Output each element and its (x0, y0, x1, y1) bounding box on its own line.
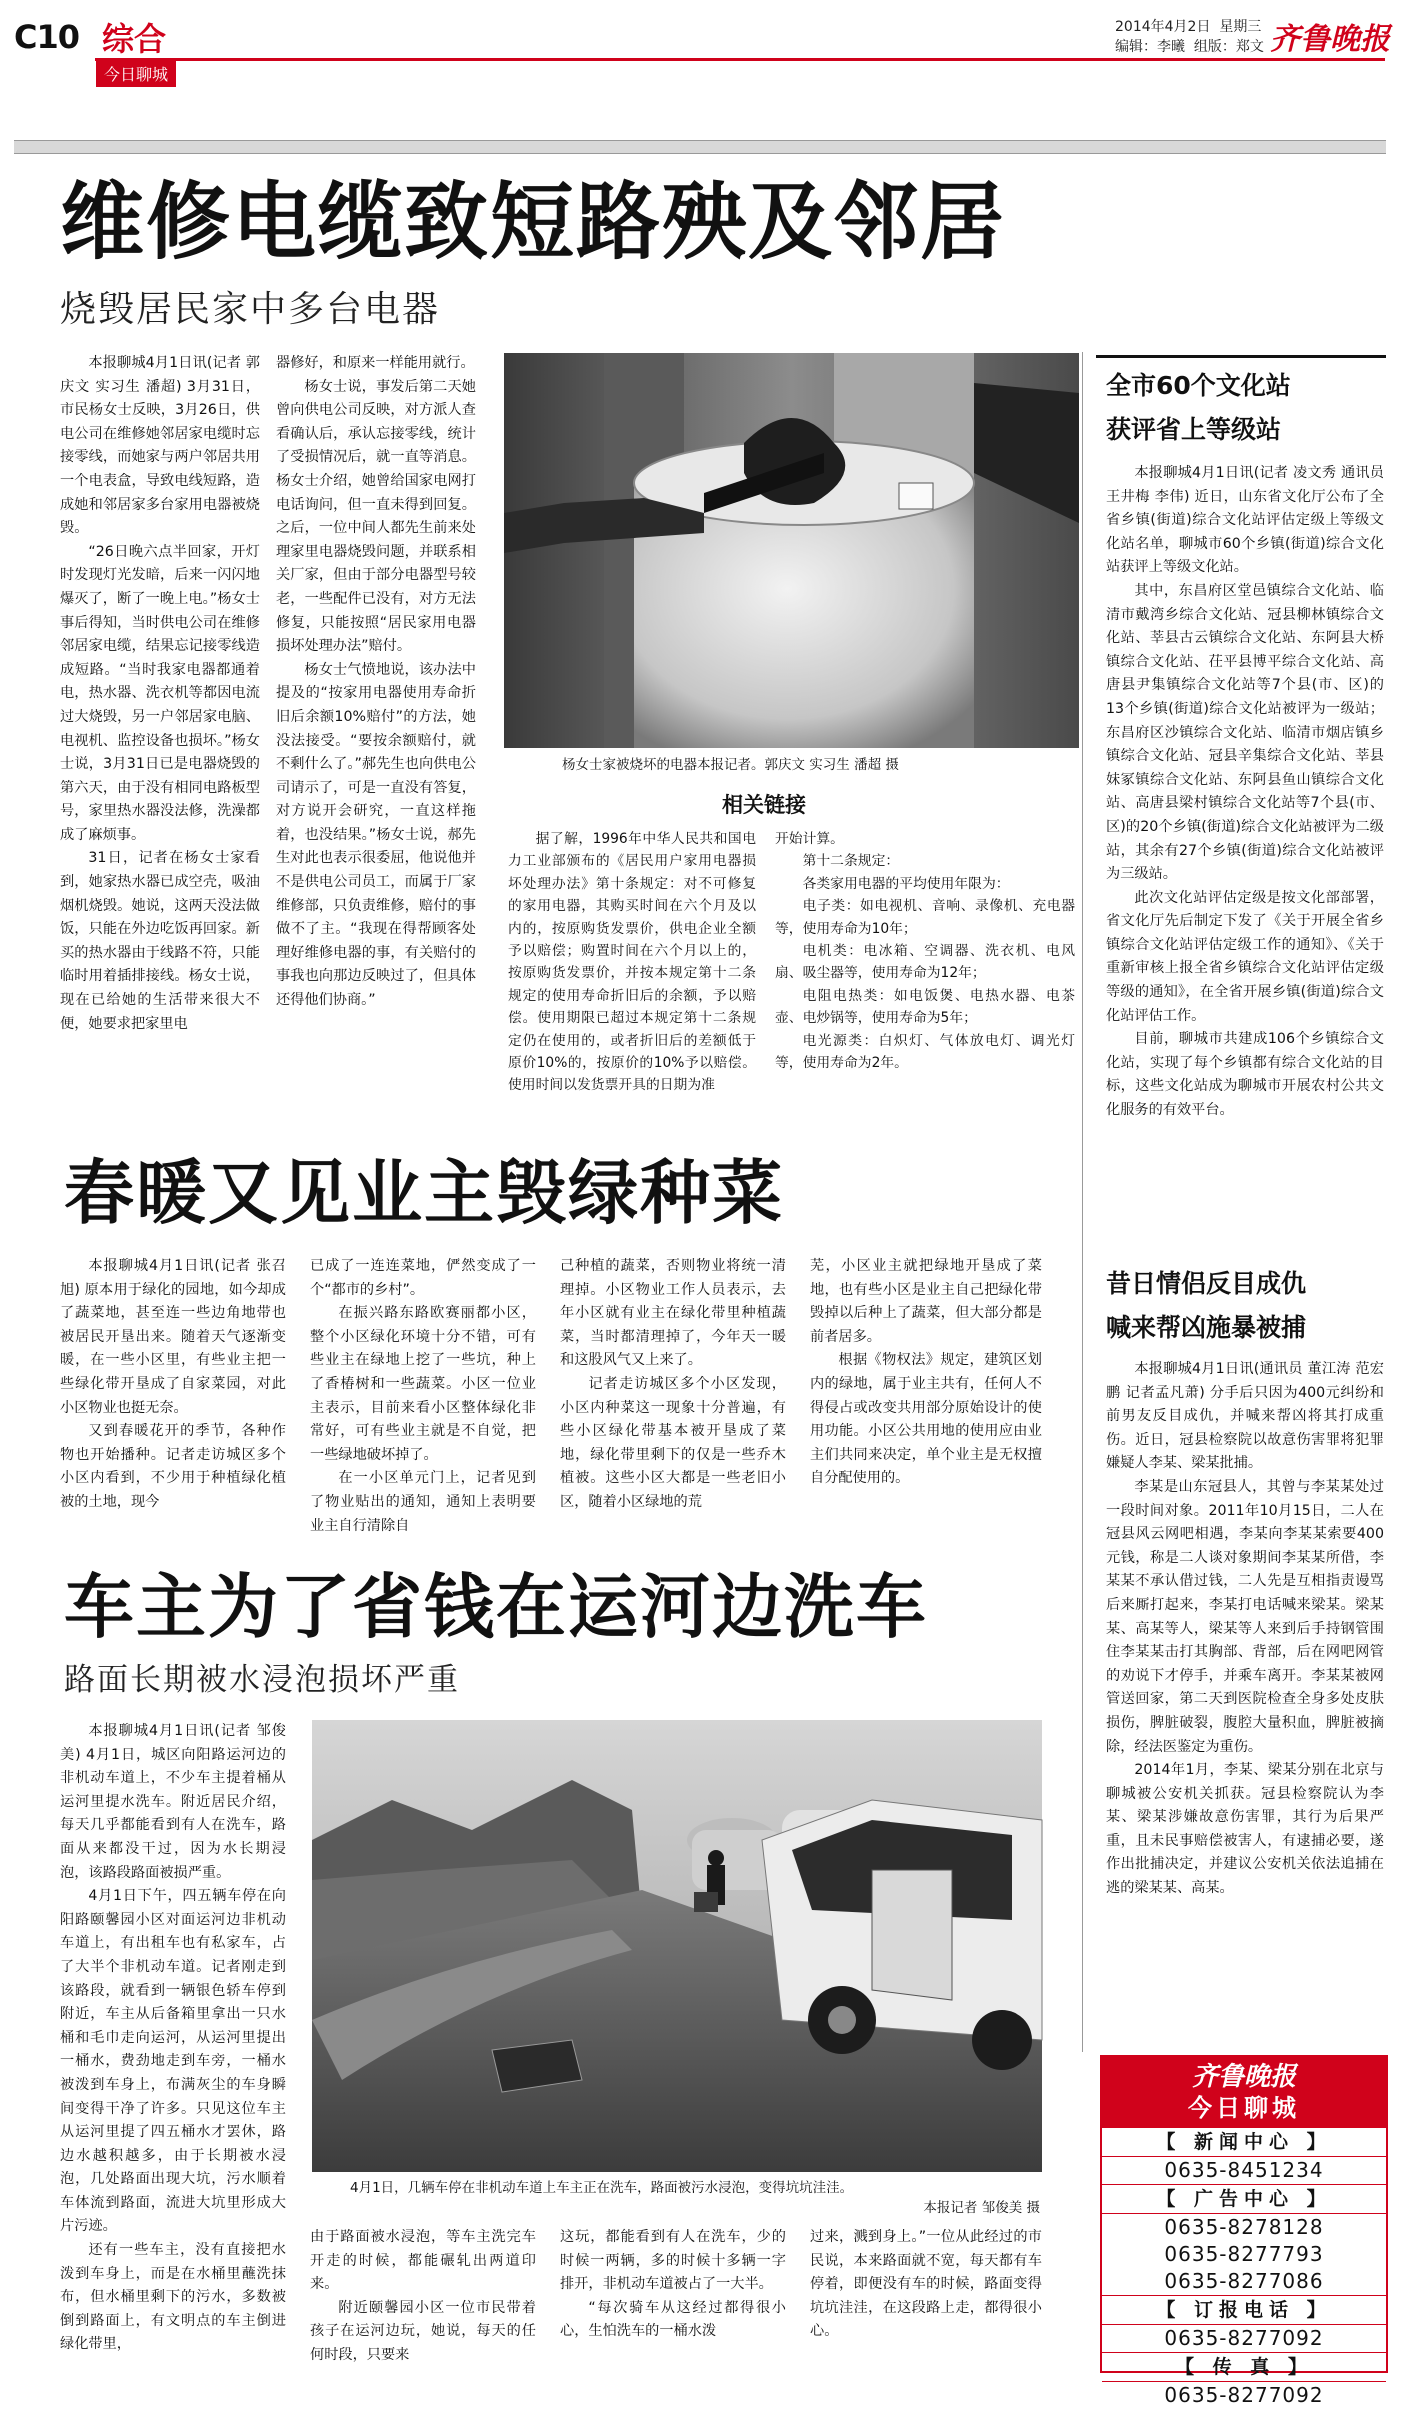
paragraph: 开始计算。 (775, 831, 844, 847)
article3-photo-credit: 本报记者 邹俊美 摄 (923, 2200, 1040, 2216)
article3-photo (312, 1720, 1042, 2172)
paragraph: 2014年1月，李某、梁某分别在北京与聊城被公安机关抓获。冠县检察院认为李某、梁某涉嫌故意伤害罪，其行为后果严重，且未民事赔偿被害人，有逮捕必要，遂作出批捕决定，并建议公安机关依法追捕在逃的梁某某、高某。 (1106, 1762, 1384, 1897)
sidebar2-title (1106, 1262, 1386, 1350)
article1-headline: 维修电缆致短路殃及邻居 (60, 173, 1007, 271)
sidebar-divider (1082, 352, 1083, 2052)
subscription-phone: 0635-8277092 (1164, 2326, 1324, 2350)
paragraph: 各类家用电器的平均使用年限为： (802, 875, 1010, 892)
paragraph: 电机类：电冰箱、空调器、洗衣机、电风扇、吸尘器等，使用寿命为12年； (775, 943, 1075, 982)
editor: 编辑：李曦 (1115, 39, 1185, 55)
water-heater-photo (504, 353, 1079, 748)
paragraph: 据了解，1996年中华人民共和国电力工业部颁布的《居民用户家用电器损坏处理办法》第十条规定：对不可修复的家用电器，其购买时间在六个月及以内的，按原购货发票价，供电企业全额予以赔偿；购置时间在六个月以上的，按原购货发票价，并按本规定第十二条规定的使用寿命折旧后的余额，予以赔偿。使用期限已超过本规定第十二条规定仍在使用的，或者折旧后的差额低于原价10%的，按原价的10%予以赔偿。使用时间以发货票开具的日期为准 (508, 831, 756, 1094)
article2-col1 (60, 1255, 286, 1555)
news-center-phone: 0635-8451234 (1164, 2158, 1324, 2182)
contact-edition: 今日聊城 (1188, 2094, 1300, 2122)
header-date (1115, 18, 1261, 37)
paragraph: 目前，聊城市共建成106个乡镇综合文化站，实现了每个乡镇都有综合文化站的目标，这些文化站成为聊城市开展农村公共文化服务的有效平台。 (1106, 1031, 1384, 1119)
article3-col3 (560, 2226, 786, 2376)
article2-col4 (810, 1255, 1042, 1555)
contact-box (1100, 2055, 1388, 2407)
car-wash-photo (312, 1720, 1042, 2172)
article3-col4 (810, 2226, 1042, 2376)
article3-subhead: 路面长期被水浸泡损坏严重 (64, 1662, 460, 1698)
paragraph: 本报聊城4月1日讯(记者 邹俊美) 4月1日，城区向阳路运河边的非机动车道上，不少车主提着桶从运河里提水洗车。附近居民介绍，每天几乎都能看到有人在洗车，路面从来都没干过，因为水长期浸泡，该路段路面被损严重。 (60, 1723, 286, 1881)
related-links-title: 相关链接 (722, 793, 806, 817)
related-col2 (775, 828, 1075, 1308)
contact-brand-logo: 齐鲁晚报 (1191, 2062, 1296, 2092)
paragraph: “26日晚六点半回家，开灯时发现灯光发暗，后来一闪闪地爆灭了，断了一晚上电。”杨女士事后得知，当时供电公司在维修邻居家电缆，结果忘记接零线造成短路。“当时我家电器都通着电，热水器、洗衣机等都因电流过大烧毁，另一户邻居家电脑、电视机、监控设备也损坏。”杨女士说，3月31日已是电器烧毁的第六天，由于没有相同电路板型号，家里热水器没法修，洗澡都成了麻烦事。 (60, 543, 260, 843)
sidebar1-title (1106, 364, 1386, 452)
sidebar1-title-line1: 全市60个文化站 (1106, 371, 1291, 400)
paragraph: “每次骑车从这经过都得很小心，生怕洗车的一桶水泼 (560, 2299, 786, 2340)
article3-photo-caption: 4月1日，几辆车停在非机动车道上车主正在洗车，路面被污水浸泡，变得坑坑洼洼。 (350, 2180, 854, 2196)
article1-subhead: 烧毁居民家中多台电器 (60, 289, 441, 330)
article1-photo-caption: 杨女士家被烧坏的电器本报记者。郭庆文 实习生 潘超 摄 (562, 757, 899, 773)
article3-col2 (310, 2226, 536, 2376)
paragraph: 在振兴路东路欧赛丽都小区，整个小区绿化环境十分不错，可有些业主在绿地上挖了一些坑，种上了香椿树和一些蔬菜。小区一位业主表示，目前来看小区整体绿化非常好，可有些业主就是不自觉，把一些绿地破坏掉了。 (310, 1305, 536, 1463)
page-number: C10 (14, 18, 80, 56)
header-red-rule (95, 58, 1385, 61)
subscription-label: 【 订报电话 】 (1102, 2295, 1386, 2325)
paragraph: 又到春暖花开的季节，各种作物也开始播种。记者走访城区多个小区内看到，不少用于种植绿化植被的土地，现今 (60, 1423, 286, 1510)
paragraph: 第十二条规定： (802, 853, 900, 870)
paragraph: 附近颐馨园小区一位市民带着孩子在运河边玩，她说，每天的任何时段，只要来 (310, 2299, 536, 2363)
paragraph: 李某是山东冠县人，其曾与李某某处过一段时间对象。2011年10月15日，二人在冠县风云网吧相遇，李某向李某某索要400元钱，称是二人谈对象期间李某某所借，李某某不承认借过钱，二人先是互相指责谩骂后来厮打起来，李某打电话喊来梁某。梁某某、高某等人，梁某等人来到后手持钢管围住李某某击打其胸部、背部，后在网吧网管的劝说下才停手，并乘车离开。李某某被网管送回家，第二天到医院检查全身多处皮肤损伤，脾脏破裂，腹腔大量积血，脾脏被摘除，经法医鉴定为重伤。 (1106, 1478, 1384, 1755)
paragraph: 已成了一连连菜地，俨然变成了一个“都市的乡村”。 (310, 1258, 536, 1298)
paragraph: 本报聊城4月1日讯(记者 张召旭) 原本用于绿化的园地，如今却成了蔬菜地，甚至连一些边角地带也被居民开垦出来。随着天气逐渐变暖，在一些小区里，有些业主把一些绿化带开垦成了自家菜园，对此小区物业也挺无奈。 (60, 1258, 286, 1416)
paragraph: 本报聊城4月1日讯(记者 凌文秀 通讯员 王井梅 李伟) 近日，山东省文化厅公布了全省乡镇(街道)综合文化站评估定级上等级文化站名单，聊城市60个乡镇(街道)综合文化站获评上等级文化站。 (1106, 465, 1384, 576)
sidebar-top-rule (1096, 355, 1386, 358)
paragraph: 杨女士气愤地说，该办法中提及的“按家用电器使用寿命折旧后余额10%赔付”的方法，她没法接受。“要按余额赔付，就不剩什么了。”郝先生也向供电公司请示了，可是一直没有答复，对方说开会研究，一直这样拖着，也没结果。”杨女士说，郝先生对此也表示很委屈，他说他并不是供电公司员工，而属于厂家维修部，只负责维修，赔付的事做不了主。“我现在得帮顾客处理好维修电器的事，有关赔付的事我也向那边反映过了，但具体还得他们协商。” (276, 661, 476, 1009)
ad-center-phone-2: 0635-8277793 (1164, 2242, 1324, 2266)
paragraph: 记者走访城区多个小区发现，小区内种菜这一现象十分普遍，有些小区绿化带基本被开垦成了菜地，绿化带里剩下的仅是一些乔木植被。这些小区大都是一些老旧小区，随着小区绿地的荒 (560, 1375, 786, 1510)
date: 2014年4月2日 (1115, 19, 1211, 35)
article2-headline: 春暖又见业主毁绿种菜 (64, 1152, 784, 1234)
article2-col2 (310, 1255, 536, 1555)
paragraph: 杨女士说，事发后第二天她曾向供电公司反映，对方派人查看确认后，承认忘接零线，统计了受损情况后，就一直等消息。杨女士介绍，她曾给国家电网打电话询问，但一直未得到回复。之后，一位中间人都先生前来处理家里电器烧毁问题，并联系相关厂家，但由于部分电器型号较老，一些配件已没有，对方无法修复，只能按照“居民家用电器损坏处理办法”赔付。 (276, 378, 476, 655)
paragraph: 电光源类：白炽灯、气体放电灯、调光灯等，使用寿命为2年。 (775, 1032, 1075, 1072)
sidebar1-body (1106, 462, 1384, 1252)
paragraph: 本报聊城4月1日讯(记者 郭庆文 实习生 潘超) 3月31日，市民杨女士反映，3月26日，供电公司在维修她邻居家电缆时忘接零线，而她家与两户邻居共用一个电表盒，导致电线短路，造成她和邻居家多台家用电器被烧毁。 (60, 355, 260, 537)
brand-logo: 齐鲁晚报 (1270, 22, 1390, 57)
paragraph: 这玩，都能看到有人在洗车，少的时候一两辆，多的时候十多辆一字排开，非机动车道被占了一大半。 (560, 2229, 786, 2293)
paragraph: 电阻电热类：如电饭煲、电热水器、电茶壶、电炒锅等，使用寿命为5年； (775, 987, 1075, 1027)
paragraph: 己种植的蔬菜，否则物业将统一清理掉。小区物业工作人员表示，去年小区就有业主在绿化带里种植蔬菜，当时都清理掉了，今年天一暖和这股风气又上来了。 (560, 1258, 786, 1369)
sidebar1-title-line2: 获评省上等级站 (1106, 415, 1282, 444)
paragraph: 在一小区单元门上，记者见到了物业贴出的通知，通知上表明要业主自行清除自 (310, 1470, 536, 1534)
sidebar2-title-line2: 喊来帮凶施暴被捕 (1106, 1313, 1307, 1342)
article2-col3 (560, 1255, 786, 1555)
paragraph: 还有一些车主，没有直接把水泼到车身上，而是在水桶里蘸洗抹布，但水桶里剩下的污水，多数被倒到路面上，有文明点的车主倒进绿化带里， (60, 2242, 286, 2353)
layout-editor: 组版：郑文 (1193, 39, 1264, 55)
paragraph: 由于路面被水浸泡，等车主洗完车开走的时候，都能碾轧出两道印来。 (310, 2229, 536, 2293)
paragraph: 其中，东昌府区堂邑镇综合文化站、临清市戴湾乡综合文化站、冠县柳林镇综合文化站、莘县古云镇综合文化站、东阿县大桥镇综合文化站、茌平县博平综合文化站、高唐县尹集镇综合文化站等7个县(市、区)的13个乡镇(街道)综合文化站被评为一级站；东昌府区沙镇综合文化站、临清市烟店镇乡镇综合文化站、冠县辛集综合文化站、莘县妹冢镇综合文化站、东阿县鱼山镇综合文化站、高唐县梁村镇综合文化站等7个县(市、区)的20个乡镇(街道)综合文化站被评为二级站，其余有27个乡镇(街道)综合文化站被评为三级站。 (1106, 582, 1384, 883)
header-gray-band (14, 140, 1386, 154)
paragraph: 器修好，和原来一样能用就行。 (276, 355, 475, 371)
header-editors (1115, 38, 1264, 57)
article3-col1 (60, 1720, 286, 2380)
contact-box-header (1102, 2057, 1386, 2127)
news-center-label: 【 新闻中心 】 (1102, 2127, 1386, 2157)
article3-headline: 车主为了省钱在运河边洗车 (64, 1566, 928, 1648)
article1-photo (504, 353, 1079, 748)
ad-center-phone-3: 0635-8277086 (1164, 2269, 1324, 2293)
sidebar2-body (1106, 1358, 1384, 2048)
ad-center-phone-1: 0635-8278128 (1164, 2215, 1324, 2239)
sidebar2-title-line1: 昔日情侣反目成仇 (1106, 1269, 1307, 1298)
paragraph: 本报聊城4月1日讯(通讯员 董江涛 范宏鹏 记者孟凡萧) 分手后只因为400元纠纷和前男友反目成仇，并喊来帮凶将其打成重伤。近日，冠县检察院以故意伤害罪将犯罪嫌疑人李某、梁某批捕。 (1106, 1361, 1384, 1472)
paragraph: 过来，溅到身上。”一位从此经过的市民说，本来路面就不宽，每天都有车停着，即便没有车的时候，路面变得坑坑洼洼，在这段路上走，都得很小心。 (810, 2229, 1042, 2340)
fax-phone: 0635-8277092 (1164, 2383, 1324, 2407)
paragraph: 4月1日下午，四五辆车停在向阳路颐馨园小区对面运河边非机动车道上，有出租车也有私家车，占了大半个非机动车道。记者刚走到该路段，就看到一辆银色轿车停到附近，车主从后备箱里拿出一只水桶和毛巾走向运河，从运河里提出一桶水，费劲地走到车旁，一桶水被泼到车身上，布满灰尘的车身瞬间变得干净了许多。只见这位车主从运河里提了四五桶水才罢休，路边水越积越多，由于长期被水浸泡，几处路面出现大坑，污水顺着车体流到路面，流进大坑里形成大片污迹。 (60, 1888, 286, 2235)
fax-label: 【 传 真 】 (1102, 2352, 1386, 2382)
paragraph: 芜，小区业主就把绿地开垦成了菜地，也有些小区是业主自己把绿化带毁掉以后种上了蔬菜，但大部分都是前者居多。 (810, 1258, 1042, 1345)
paragraph: 根据《物权法》规定，建筑区划内的绿地，属于业主共有，任何人不得侵占或改变共用部分原始设计的使用功能。小区公共用地的使用应由业主们共同来决定，单个业主是无权擅自分配使用的。 (810, 1352, 1042, 1487)
subsection-label: 今日聊城 (96, 60, 176, 87)
paragraph: 此次文化站评估定级是按文化部部署，省文化厅先后制定下发了《关于开展全省乡镇综合文化站评估定级工作的通知》、《关于重新审核上报全省乡镇综合文化站评估定级等级的通知》，在全省开展乡镇(街道)综合文化站评估工作。 (1106, 889, 1384, 1024)
ad-center-label: 【 广告中心 】 (1102, 2184, 1386, 2214)
paragraph: 电子类：如电视机、音响、录像机、充电器等，使用寿命为10年； (775, 898, 1075, 937)
paragraph: 31日，记者在杨女士家看到，她家热水器已成空壳，吸油烟机烧毁。她说，这两天没法做饭，只能在外边吃饭再回家。新买的热水器由于线路不符，只能临时用着插排接线。杨女士说，现在已给她的生活带来很大不便，她要求把家里电 (60, 850, 260, 1032)
weekday: 星期三 (1219, 19, 1262, 35)
section-name: 综合 (102, 20, 167, 58)
